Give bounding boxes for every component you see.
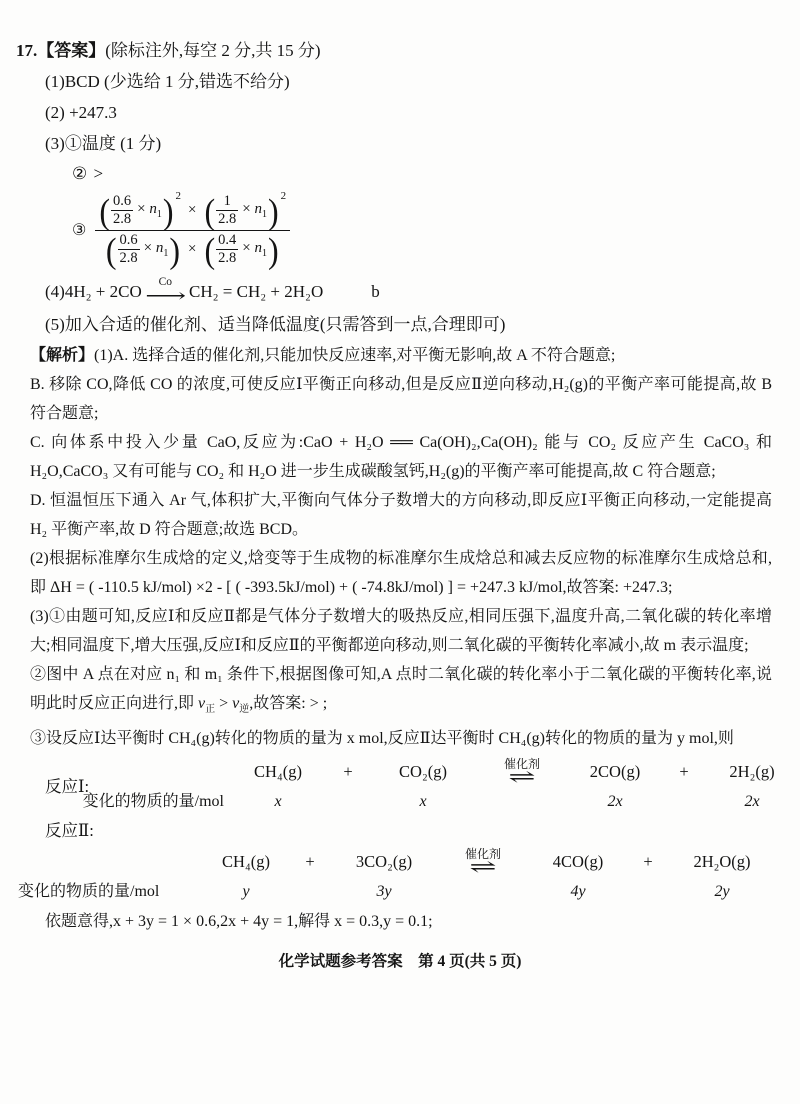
answer-1: (1)BCD (少选给 1 分,错选不给分) — [45, 72, 290, 91]
exponent: 2 — [280, 190, 287, 202]
analysis-paragraph-a: 【解析】(1)A. 选择合适的催化剂,只能加快反应速率,对平衡无影响,故 A 不符合题意; — [30, 346, 616, 364]
denominator-term-2: ( $\frac{0.4}{2.8}$ × $n_1$ ) — [204, 229, 279, 270]
equation-left: (4)4H₂ + 2CO — [45, 281, 142, 301]
answer-3-2-value: > — [93, 164, 104, 183]
numerator-term-2: ( $\frac{1}{2.8}$ × $n_1$ ) 2 — [204, 190, 287, 232]
equilibrium-arrow-icon: ⇌ — [469, 857, 497, 879]
rxn2-amount-label: 变化的物质的量/mol — [18, 882, 160, 900]
answer-2: (2) +247.3 — [45, 103, 117, 122]
question-header — [0, 36, 800, 66]
analysis-section — [0, 341, 800, 753]
reaction-1-block — [0, 755, 800, 815]
inner-fraction-2: $\frac{1}{2.8}$ — [218, 193, 237, 228]
reaction-1-table — [0, 755, 800, 815]
times-sign: × — [188, 241, 197, 258]
catalyst-label: Co — [158, 275, 173, 288]
answer-tag: 【答案】 — [37, 41, 106, 60]
rxn2-term-ch4: CH₄(g) — [222, 851, 270, 871]
times-sign: × — [188, 202, 197, 219]
answer-4-choice: b — [371, 281, 380, 301]
rxn2-amount-3: 4y — [570, 882, 586, 900]
analysis-paragraph-3-1: (3)①由题可知,反应Ⅰ和反应Ⅱ都是气体分子数增大的吸热反应,相同压强下,温度升高,二氧化碳的转化率增大;相同温度下,增大压强,反应Ⅰ和反应Ⅱ的平衡都逆向移动,则二氧化碳的平衡转化率减小,故 m 表示温度; — [30, 607, 772, 654]
page-footer: 化学试题参考答案 第 4 页(共 5 页) — [278, 952, 522, 970]
analysis-paragraph-2: (2)根据标准摩尔生成焓的定义,焓变等于生成物的标准摩尔生成焓总和减去反应物的标准摩尔生成焓总和,即 ΔH = ( -110.5 kJ/mol) ×2 - [ ( -393.5kJ/mol) + ( -74.8kJ/mol) ] = +247.3 kJ/mol,故答案: +247.3; — [30, 549, 772, 596]
answer-3-2 — [0, 159, 800, 188]
rxn2-amount-4: 2y — [714, 882, 730, 900]
equation-right: CH₂ = CH₂ + 2H₂O — [188, 281, 324, 301]
plus-sign: + — [305, 851, 315, 871]
rxn1-term-co: 2CO(g) — [589, 761, 641, 781]
plus-sign: + — [643, 851, 653, 871]
rxn2-amount-2: 3y — [376, 882, 392, 900]
catalyst-label: 催化剂 — [464, 847, 501, 862]
solution-conclusion: 依题意得,x + 3y = 1 × 0.6,2x + 4y = 1,解得 x = 0.3,y = 0.1; — [45, 912, 433, 930]
rxn1-amount-3: 2x — [607, 792, 623, 810]
scoring-note: (除标注外,每空 2 分,共 15 分) — [105, 41, 321, 60]
k-expression-fraction — [88, 192, 296, 269]
numerator-term-1: ( $\frac{0.6}{2.8}$ × $n_1$ ) 2 — [99, 190, 181, 232]
reaction-2-table — [14, 845, 800, 905]
analysis-paragraph-d: D. 恒温恒压下通入 Ar 气,体积扩大,平衡向气体分子数增大的方向移动,即反应Ⅰ平衡正向移动,一定能提高 H₂ 平衡产率,故 D 符合题意;故选 BCD。 — [30, 491, 772, 538]
exponent: 2 — [175, 190, 181, 202]
answer-3-1: (3)①温度 (1 分) — [45, 134, 162, 153]
reaction-arrow — [144, 275, 186, 308]
circled-2: ② — [72, 164, 88, 183]
rxn1-term-h2: 2H₂(g) — [729, 761, 775, 781]
answer-5: (5)加入合适的催化剂、适当降低温度(只需答到一点,合理即可) — [45, 314, 506, 334]
equilibrium-arrow — [478, 755, 566, 788]
v-forward: v — [198, 694, 206, 712]
plus-sign: + — [343, 761, 353, 781]
fraction-numerator — [88, 192, 296, 230]
fraction-denominator — [95, 230, 290, 269]
rxn1-amount-2: x — [419, 792, 427, 810]
analysis-paragraph-c: C. 向体系中投入少量 CaO,反应为:CaO + H₂O ══ Ca(OH)₂,Ca(OH)₂ 能与 CO₂ 反应产生 CaCO₃ 和 H₂O,CaCO₃ 又有可能与 CO₂ 和 H₂O 进一步生成碳酸氢钙,H₂(g)的平衡产率可能提高,故 C 符合题意; — [30, 433, 772, 480]
answer-4-equation — [0, 275, 800, 309]
v-reverse: v — [232, 694, 240, 712]
answer-3-3-expression — [0, 192, 800, 269]
denominator-term-1: ( $\frac{0.6}{2.8}$ × $n_1$ ) — [105, 229, 180, 270]
inner-fraction-3: $\frac{0.6}{2.8}$ — [119, 231, 138, 267]
equilibrium-arrow-icon: ⇌ — [508, 767, 536, 789]
analysis-tag: 【解析】 — [30, 346, 95, 364]
reaction-1-label: 反应Ⅰ: — [45, 776, 90, 796]
question-number: 17. — [16, 41, 38, 60]
right-arrow-icon: ⟶ — [144, 286, 186, 308]
rxn2-term-2h2o: 2H₂O(g) — [693, 851, 751, 871]
rxn2-term-3co2: 3CO₂(g) — [355, 851, 413, 871]
rxn2-term-4co: 4CO(g) — [552, 851, 604, 871]
catalyst-label: 催化剂 — [503, 757, 540, 772]
rxn2-amount-1: y — [242, 882, 250, 900]
equilibrium-arrow — [440, 845, 526, 878]
rxn1-term-co2: CO₂(g) — [399, 761, 447, 781]
rxn1-amount-label: 变化的物质的量/mol — [82, 792, 224, 810]
analysis-paragraph-b: B. 移除 CO,降低 CO 的浓度,可使反应Ⅰ平衡正向移动,但是反应Ⅱ逆向移动,H₂(g)的平衡产率可能提高,故 B 符合题意; — [30, 375, 772, 422]
plus-sign: + — [679, 761, 689, 781]
rxn1-amount-4: 2x — [744, 792, 760, 810]
circled-3: ③ — [72, 222, 87, 240]
reaction-2-label: 反应Ⅱ: — [45, 820, 94, 840]
inner-fraction-1: $\frac{0.6}{2.8}$ — [113, 193, 132, 228]
analysis-paragraph-3-3: ③设反应Ⅰ达平衡时 CH₄(g)转化的物质的量为 x mol,反应Ⅱ达平衡时 CH₄(g)转化的物质的量为 y mol,则 — [30, 729, 734, 747]
analysis-paragraph-3-2: ②图中 A 点在对应 n₁ 和 m₁ 条件下,根据图像可知,A 点时二氧化碳的转化率小于二氧化碳的平衡转化率,说明此时反应正向进行,即 $v_正 > v_逆$,故答案: > ; — [30, 665, 772, 715]
rxn1-term-ch4: CH₄(g) — [254, 761, 302, 781]
rxn1-amount-1: x — [274, 792, 282, 810]
inner-fraction-4: $\frac{0.4}{2.8}$ — [218, 231, 237, 267]
